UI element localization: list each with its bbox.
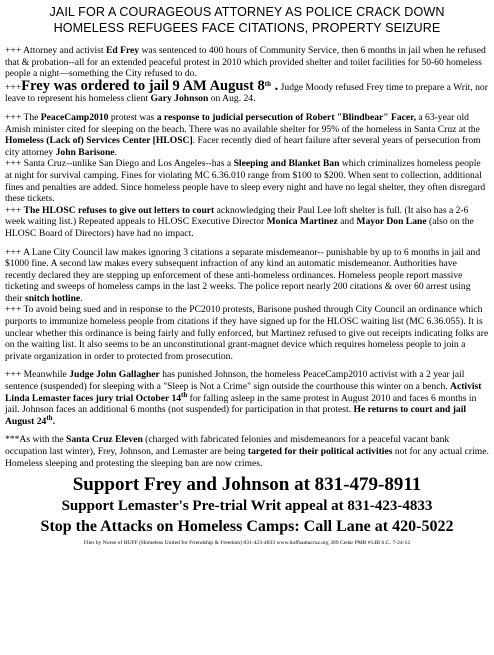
headline bbox=[5, 5, 489, 36]
paragraph-frey-jail-order: +++Frey was ordered to jail 9 AM August 8th . Judge Moody refused Frey time to prepare a Writ, nor leave to represent his homeless client Gary Johnson on Aug. 24. bbox=[5, 77, 488, 105]
slogan-stop-attacks: Stop the Attacks on Homeless Camps: Call Lane at 420-5022 bbox=[40, 518, 454, 536]
flier-page bbox=[5, 5, 489, 547]
paragraph-sleeping-ban: +++ Santa Cruz--unlike San Diego and Los Angeles--has a Sleeping and Blanket Ban which criminalizes homeless people at night for survival camping. Fines for violating MC 6.36.010 range from $100 to $200. When sent to collection, additional fines and penalties are added. Since homeless people have to sleep every night and have no legal shelter, they often disregard these tickets. bbox=[5, 158, 486, 205]
headline-line-2: HOMELESS REFUGEES FACE CITATIONS, PROPERTY SEIZURE bbox=[53, 20, 441, 35]
flier-credit-footer: Flier by Norse of HUFF (Homeless United for Friendship & Freedom) 831-423-4833 www.huffsantacruz.org 309 Cedar PMB #14B S.C. 7-24-12 bbox=[83, 540, 411, 547]
paragraph-hlosc-letters: +++ The HLOSC refuses to give out letters to court acknowledging their Paul Lee loft shelter is full. (It also has a 2-6 week waiting list.) Repeated appeals to HLOSC Executive Director Monica Martinez and Mayor Don Lane (also on the HLOSC Board of Directors) have had no impact. bbox=[5, 204, 474, 239]
slogan-support-lemaster: Support Lemaster's Pre-trial Writ appeal at 831-423-4833 bbox=[61, 498, 433, 515]
paragraph-peacecamp: +++ The PeaceCamp2010 protest was a response to judicial persecution of Robert "Blindbear" Facer, a 63-year old Amish minister cited for sleeping on the beach. There was no available shelter for 95% of the homeless in Santa Cruz at the Homeless (Lack of) Services Center [HLOSC]. Facer recently died of heart failure after several years of persecution from city attorney John Barisone. bbox=[5, 111, 481, 158]
paragraph-waiting-list-ordinance: +++ To avoid being sued and in response to the PC2010 protests, Barisone pushed through City Council an ordinance which purports to immunize homeless people from citations if they have signed up for the HLOSC waiting list (MC 6.36.055). It is unclear whether this ordinance is being fairly and fully enforced, but Martinez refused to give out receipts indicating folks are on the waiting list. It also seems to be an unconstitutional grant-magnet device which requires homeless people to join a private organization in order to protected from prosecution. bbox=[5, 304, 489, 362]
frey-jail-date: Frey was ordered to jail 9 AM August 8 bbox=[21, 77, 265, 94]
paragraph-santa-cruz-eleven: ***As with the Santa Cruz Eleven (charged with fabricated felonies and misdemeanors for a peaceful vacant bank occupation last winter), Frey, Johnson, and Lemaster are being targeted for their political activities not for any actual crime. Homeless sleeping and protesting the sleeping ban are now crimes. bbox=[5, 434, 489, 469]
slogan-support-frey-johnson: Support Frey and Johnson at 831-479-8911 bbox=[72, 474, 422, 496]
paragraph-gallagher-johnson: +++ Meanwhile Judge John Gallagher has punished Johnson, the homeless PeaceCamp2010 activist with a 2 year jail sentence (suspended) for sleeping with a "Sleep is Not a Crime" sign outside the courthouse this winter on a bench. Activist Linda Lemaster faces jury trial October 14th for falling asleep in the same protest in August 2010 and faces 6 months in jail. Johnson faces an additional 6 months (not suspended) for participation in that protest. He returns to court and jail August 24th. bbox=[5, 369, 482, 427]
paragraph-frey-sentence: +++ Attorney and activist Ed Frey was sentenced to 400 hours of Community Service, then 6 months in jail when he refused that & probation--all for an extended peaceful protest in 2010 which provided shelter and toilet facilities for 50-60 homeless people a night—something the City refused to do. bbox=[5, 45, 486, 80]
headline-line-1: JAIL FOR A COURAGEOUS ATTORNEY AS POLICE CRACK DOWN bbox=[49, 5, 445, 19]
paragraph-misdemeanor-law: +++ A Lane City Council law makes ignoring 3 citations a separate misdemeanor-- punishable by up to 6 months in jail and $1000 fine. A second law makes every subsequent infraction of any kind an automatic misdemeanor. Authorities have recently declared they are stepping up enforcement of these anti-homeless ordinances. Homeless people report massive ticketing and sweeps of homeless camps in the last 2 weeks. The police report nearly 200 citations & over 60 arrest using their snitch hotline. bbox=[5, 246, 481, 304]
